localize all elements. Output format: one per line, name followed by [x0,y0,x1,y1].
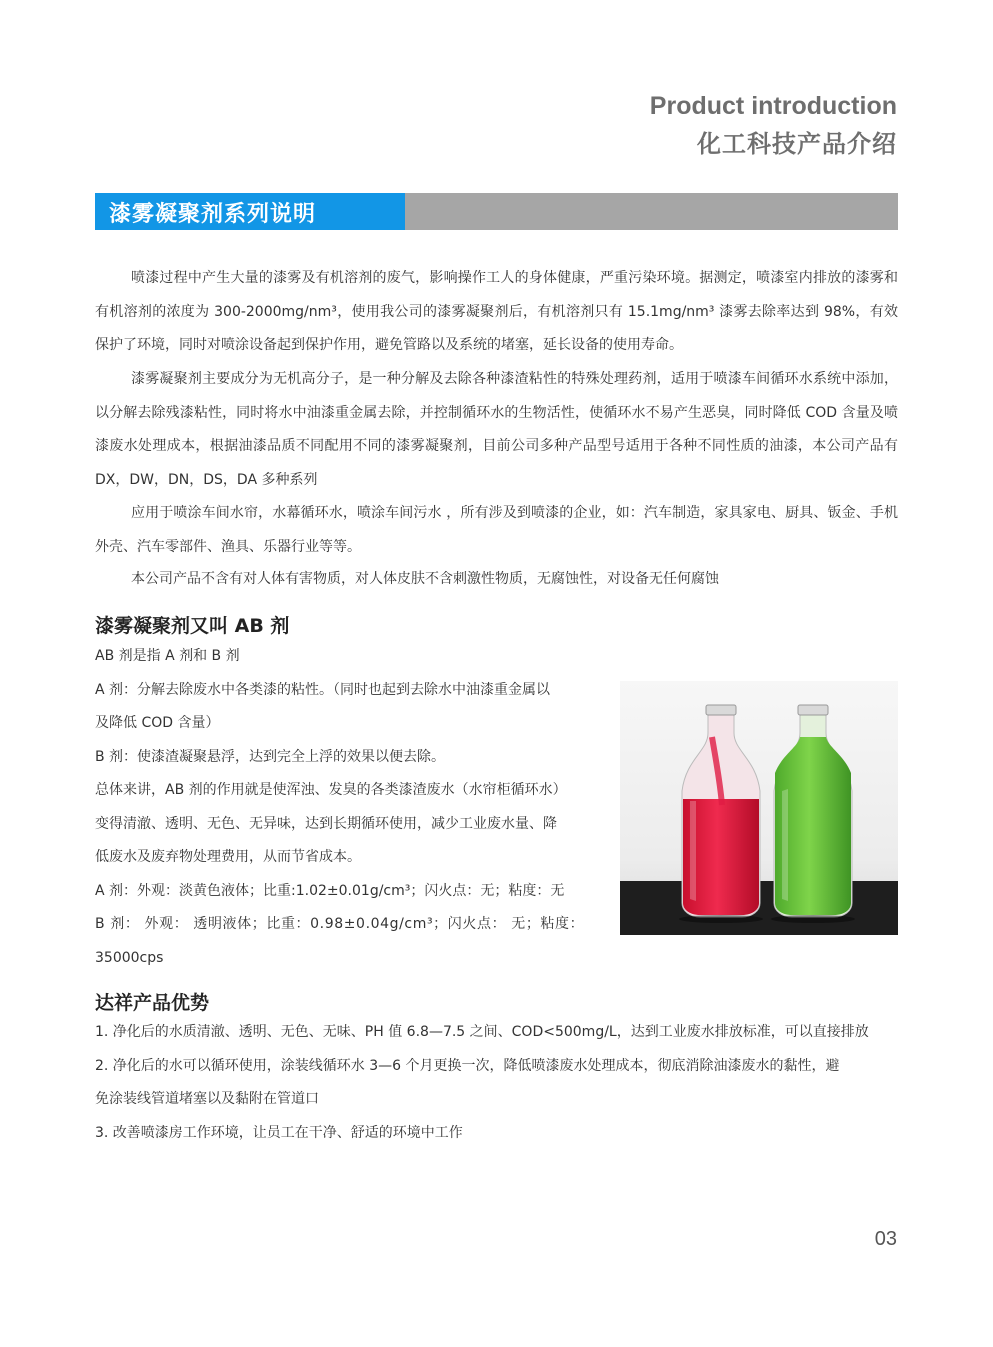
section-banner [95,193,898,230]
intro-paragraph-4: 本公司产品不含有对人体有害物质，对人体皮肤不含刺激性物质，无腐蚀性，对设备无任何腐蚀 [131,571,719,587]
ab-section-heading: 漆雾凝聚剂又叫 AB 剂 [95,615,290,637]
advantage-line: 3. 改善喷漆房工作环境，让员工在干净、舒适的环境中工作 [95,1124,463,1141]
intro-paragraph-2: 漆雾凝聚剂主要成分为无机高分子，是一种分解及去除各种漆渣粘性的特殊处理药剂，适用于喷漆车间循环水系统中添加，以分解去除残漆粘性，同时将水中油漆重金属去除，并控制循环水的生物活性，使循环水不易产生恶臭，同时降低 COD 含量及喷漆废水处理成本，根据油漆品质不同配用不同的漆雾凝聚剂，目前公司多种产品型号适用于各种不同性质的油漆，本公司产品有 DX，DW，DN，DS，DA 多种系列 [95,371,898,488]
intro-paragraph-1: 喷漆过程中产生大量的漆雾及有机溶剂的废气，影响操作工人的身体健康，严重污染环境。据测定，喷漆室内排放的漆雾和有机溶剂的浓度为 300-2000mg/nm³，使用我公司的漆雾凝聚剂后，有机溶剂只有 15.1mg/nm³ 漆雾去除率达到 98%，有效保护了环境，同时对喷涂设备起到保护作用，避免管路以及系统的堵塞，延长设备的使用寿命。 [95,270,898,353]
header-title-cn: 化工科技产品介绍 [697,130,897,158]
advantage-line: 免涂装线管道堵塞以及黏附在管道口 [95,1091,319,1107]
ab-line: 及降低 COD 含量） [95,715,220,731]
advantage-line: 2. 净化后的水可以循环使用，涂装线循环水 3—6 个月更换一次，降低喷漆废水处理成本，彻底消除油漆废水的黏性，避 [95,1057,840,1074]
ab-line: AB 剂是指 A 剂和 B 剂 [95,648,240,664]
ab-line: 低废水及废弃物处理费用，从而节省成本。 [95,849,361,865]
ab-line: B 剂： 外观： 透明液体；比重：0.98±0.04g/cm³；闪火点： 无；粘度： [95,916,585,932]
ab-section-text [95,640,605,975]
header-title-en: Product introduction [649,92,897,120]
intro-paragraph-3: 应用于喷涂车间水帘，水幕循环水，喷涂车间污水 ，所有涉及到喷漆的企业，如：汽车制造，家具家电、厨具、钣金、手机外壳、汽车零部件、渔具、乐器行业等等。 [95,505,898,555]
banner-accent [95,193,405,230]
advantages-heading: 达祥产品优势 [95,992,210,1014]
two-bottles-photo [620,681,898,935]
ab-line: 变得清澈、透明、无色、无异味，达到长期循环使用，减少工业废水量、降 [95,815,557,832]
ab-line: A 剂：外观：淡黄色液体；比重:1.02±0.01g/cm³；闪火点：无；粘度：无 [95,882,565,899]
ab-line: 35000cps [95,949,164,966]
banner-title: 漆雾凝聚剂系列说明 [109,202,317,227]
ab-line: B 剂：使漆渣凝聚悬浮，达到完全上浮的效果以便去除。 [95,748,446,765]
advantage-line: 1. 净化后的水质清澈、透明、无色、无味、PH 值 6.8—7.5 之间、COD<500mg/L，达到工业废水排放标准，可以直接排放 [95,1024,869,1040]
ab-line: 总体来讲，AB 剂的作用就是使浑浊、发臭的各类漆渣废水（水帘柜循环水） [95,782,567,798]
page-number: 03 [874,1228,897,1250]
ab-line: A 剂：分解去除废水中各类漆的粘性。（同时也起到去除水中油漆重金属以 [95,681,551,698]
advantages-text [95,1016,898,1150]
